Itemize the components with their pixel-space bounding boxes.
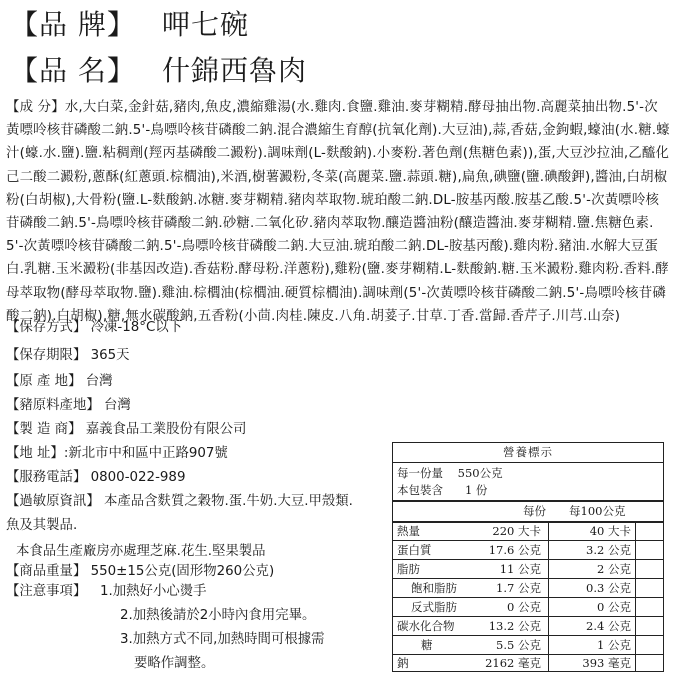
note-item-3: 3.加熱方式不同,加熱時間可根據需	[120, 632, 325, 647]
allergen-line2: 魚及其製品.	[6, 518, 78, 533]
nutrient-per-100g: 393 毫克	[582, 656, 631, 670]
brand-label: 【品 牌】	[10, 8, 136, 41]
nutrient-row	[393, 580, 663, 597]
pork-origin-row	[6, 396, 131, 416]
nutrient-row	[393, 637, 663, 654]
notes-label: 【注意事項】	[6, 584, 87, 599]
nutrient-per-100g: 3.2 公克	[586, 543, 631, 557]
pack-row	[397, 481, 659, 499]
nutrient-per-serving: 13.2 公克	[488, 619, 541, 633]
pork-origin-value: 台灣	[104, 398, 131, 413]
weight-row	[6, 562, 274, 582]
address-row	[6, 444, 228, 464]
divider	[393, 540, 663, 541]
divider	[393, 559, 663, 560]
nutrient-per-serving: 1.7 公克	[496, 581, 541, 595]
divider	[393, 500, 663, 502]
allergen-line1: 本產品含麩質之穀物.蛋.牛奶.大豆.甲殼類.	[104, 494, 353, 509]
shelf-life-value: 365天	[90, 348, 130, 363]
serving-row	[397, 464, 659, 482]
brand-value: 呷七碗	[162, 8, 250, 41]
product-row	[10, 54, 307, 88]
nutrient-name: 糖	[421, 638, 433, 652]
divider	[393, 597, 663, 598]
pork-origin-label: 【豬原料產地】	[6, 398, 100, 413]
phone-value: 0800-022-989	[90, 470, 186, 485]
allergen-line3: 本食品生產廠房亦處理芝麻.花生.堅果製品	[16, 544, 266, 559]
nutrient-row	[393, 618, 663, 635]
nutrient-name: 飽和脂肪	[411, 581, 457, 595]
nutrient-per-serving: 2162 毫克	[485, 656, 541, 670]
address-label: 【地 址】	[6, 446, 64, 461]
nutrient-name: 蛋白質	[397, 543, 432, 557]
maker-value: 嘉義食品工業股份有限公司	[85, 422, 247, 437]
brand-row	[10, 8, 249, 42]
pack-label: 本包裝含	[397, 483, 443, 497]
maker-label: 【製 造 商】	[6, 422, 82, 437]
nutrient-per-100g: 40 大卡	[589, 524, 631, 538]
phone-row	[6, 468, 185, 488]
origin-row	[6, 372, 113, 392]
nutrient-per-serving: 220 大卡	[492, 524, 541, 538]
serving-value: 550公克	[457, 466, 503, 480]
storage-label: 【保存方式】	[6, 320, 87, 335]
maker-row	[6, 420, 246, 440]
pack-value: 1 份	[464, 483, 488, 497]
col-per-serving: 每份	[523, 504, 546, 518]
nutrient-row	[393, 542, 663, 559]
shelf-life-row	[6, 346, 130, 366]
storage-row	[6, 318, 182, 338]
nutrient-name: 熱量	[397, 524, 420, 538]
nutrient-per-serving: 11 公克	[499, 562, 541, 576]
ingredients-text: 水,大白菜,金針菇,豬肉,魚皮,濃縮雞湯(水.雞肉.食鹽.雞油.麥芽糊精.酵母抽出物.高麗菜抽出物.5'-次黃嘌呤核苷磷酸二鈉.5'-鳥嘌呤核苷磷酸二鈉.混合濃縮生育醇(抗氧化劑).大豆油),蒜,香菇,金鉤蝦,蠔油(水.糖.蠔汁(蠔.水.鹽).鹽.粘稠劑(羥丙基磷酸二澱粉).調味劑(L-麩酸鈉).小麥粉.著色劑(焦糖色素)),蛋,大豆沙拉油,乙醯化己二酸二澱粉,蔥酥(紅蔥頭.棕櫚油),米酒,樹薯澱粉,冬菜(高麗菜.鹽.蒜頭.糖),扁魚,碘鹽(鹽.碘酸鉀),醬油,白胡椒粉(白胡椒),大骨粉(鹽.L-麩酸鈉.冰糖.麥芽糊精.豬肉萃取物.琥珀酸二鈉.DL-胺基丙酸.胺基乙酸.5'-次黃嘌呤核苷磷酸二鈉.5'-鳥嘌呤核苷磷酸二鈉.砂糖.二氧化矽.豬肉萃取物.釀造醬油粉(釀造醬油.麥芽糊精.鹽.焦糖色素.5'-次黃嘌呤核苷磷酸二鈉.5'-鳥嘌呤核苷磷酸二鈉.大豆油.琥珀酸二鈉.DL-胺基丙酸).雞肉粉.豬油.水解大豆蛋白.乳糖.玉米澱粉(非基因改造).香菇粉.酵母粉.洋蔥粉),雞粉(鹽.麥芽糊精.L-麩酸鈉.糖.玉米澱粉.雞肉粉.香料.酵母萃取物(酵母萃取物.鹽).雞油.棕櫚油(棕櫚油.硬質棕櫚油).調味劑(5'-次黃嘌呤核苷磷酸二鈉.5'-鳥嘌呤核苷磷酸二鈉).白胡椒),糖,無水碳酸鈉,五香粉(小茴.肉桂.陳皮.八角.胡荽子.甘草.丁香.當歸.香芹子.川芎.山奈)	[6, 100, 670, 324]
weight-value: 550±15公克(固形物260公克)	[90, 564, 275, 579]
nutrient-per-serving: 0 公克	[507, 600, 541, 614]
address-value: :新北市中和區中正路907號	[63, 446, 228, 461]
nutrient-per-100g: 2 公克	[597, 562, 631, 576]
allergen-label: 【過敏原資訊】	[6, 494, 100, 509]
note-item-4: 要略作調整。	[134, 656, 215, 671]
nutrient-row	[393, 561, 663, 578]
serving-label: 每一份量	[397, 466, 443, 480]
nutrient-name: 脂肪	[397, 562, 420, 576]
shelf-life-label: 【保存期限】	[6, 348, 87, 363]
phone-label: 【服務電話】	[6, 470, 87, 485]
nutrient-per-100g: 2.4 公克	[586, 619, 631, 633]
divider	[393, 578, 663, 579]
nutrient-per-100g: 0.3 公克	[586, 581, 631, 595]
product-value: 什錦西魯肉	[162, 54, 308, 87]
nutrient-name: 碳水化合物	[397, 619, 455, 633]
note-item-1: 1.加熱好小心燙手	[100, 584, 207, 599]
nutrient-per-serving: 17.6 公克	[488, 543, 541, 557]
nutrient-per-100g: 1 公克	[597, 638, 631, 652]
nutrient-row	[393, 655, 663, 672]
ingredients-block	[6, 96, 670, 328]
nutrient-name: 鈉	[397, 656, 409, 670]
origin-label: 【原 產 地】	[6, 374, 82, 389]
allergen-row	[6, 492, 353, 512]
storage-value: 冷凍-18°C以下	[90, 320, 183, 335]
nutrient-per-serving: 5.5 公克	[496, 638, 541, 652]
product-label: 【品 名】	[10, 54, 136, 87]
origin-value: 台灣	[85, 374, 113, 389]
divider	[393, 635, 663, 636]
nutrient-name: 反式脂肪	[411, 600, 457, 614]
nutrient-row	[393, 599, 663, 616]
weight-label: 【商品重量】	[6, 564, 87, 579]
nutrient-per-100g: 0 公克	[597, 600, 631, 614]
col-per-100g: 每100公克	[569, 504, 626, 518]
nutrition-table	[392, 442, 664, 672]
nutrition-title: 營養標示	[393, 443, 663, 463]
column-header-row	[393, 503, 663, 520]
divider	[393, 616, 663, 617]
nutrient-row	[393, 523, 663, 540]
ingredients-label: 【成 分】	[6, 100, 65, 115]
note-item-2: 2.加熱後請於2小時內食用完畢。	[120, 608, 316, 623]
